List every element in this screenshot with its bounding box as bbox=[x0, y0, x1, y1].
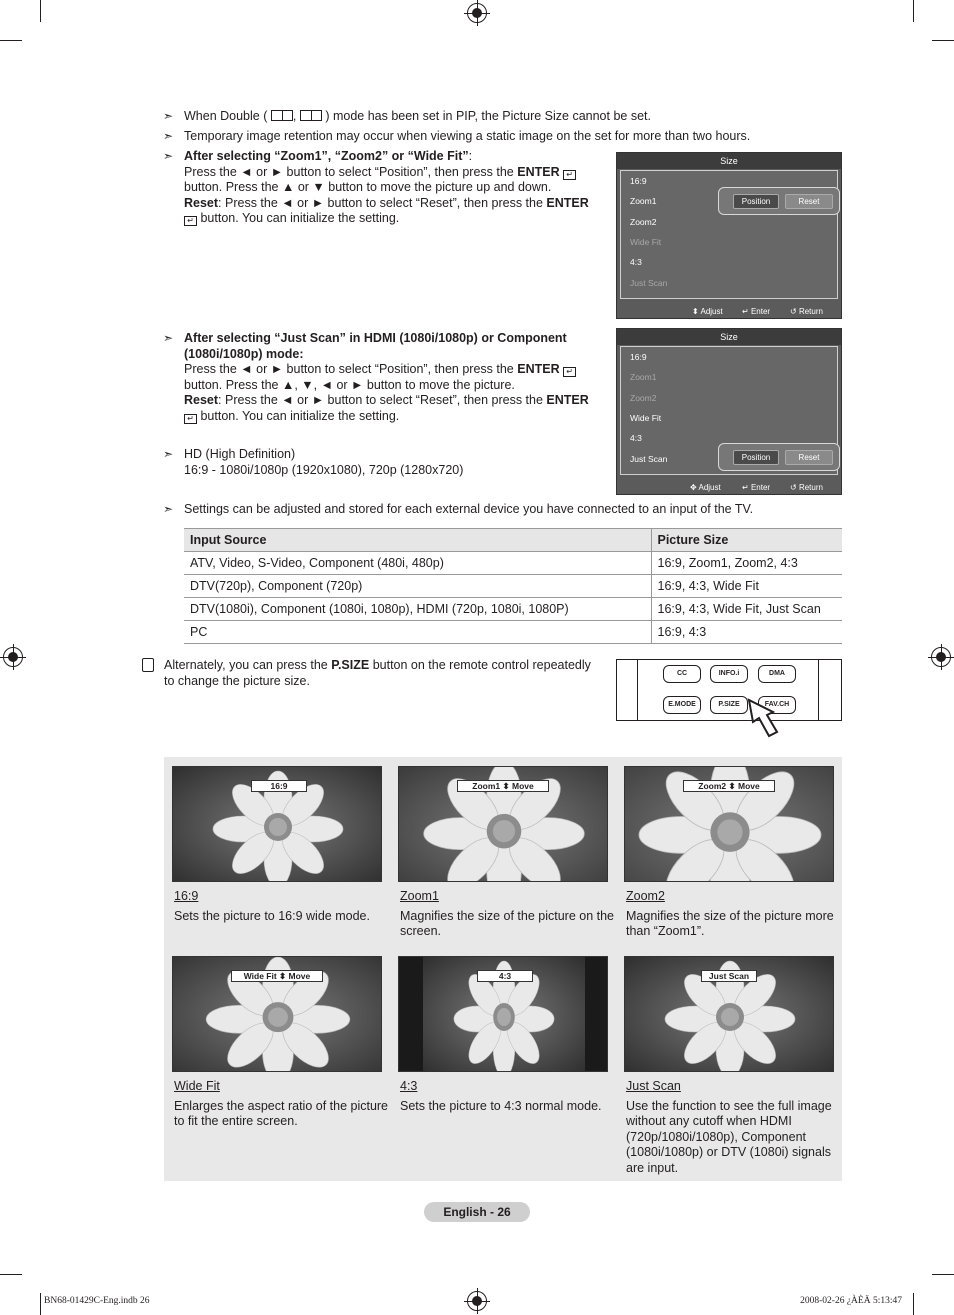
note-text: , bbox=[292, 109, 297, 123]
page-number-badge: English - 26 bbox=[424, 1202, 530, 1222]
mode-title: 4:3 bbox=[400, 1079, 418, 1093]
note-text: 16:9 - 1080i/1080p (1920x1080), 720p (1280x720) bbox=[184, 462, 464, 477]
mode-description: Enlarges the aspect ratio of the picture to fit the entire screen. bbox=[174, 1098, 389, 1128]
enter-key-label: ENTER bbox=[546, 195, 589, 210]
mode-title: 16:9 bbox=[174, 889, 199, 903]
table-cell: ATV, Video, S-Video, Component (480i, 480p) bbox=[184, 552, 651, 575]
enter-key-label: ENTER bbox=[546, 393, 589, 407]
enter-hint: ↵ Enter bbox=[742, 307, 771, 316]
enter-key-label: ENTER bbox=[517, 164, 560, 179]
crop-mark bbox=[40, 1293, 41, 1315]
table-cell: DTV(720p), Component (720p) bbox=[184, 575, 651, 598]
e-mode-button[interactable]: E.MODE bbox=[663, 696, 701, 714]
note-text: : bbox=[468, 149, 473, 163]
table-cell: DTV(1080i), Component (1080i, 1080p), HDMI (720p, 1080i, 1080P) bbox=[184, 598, 651, 621]
adjust-hint: ⬍ Adjust bbox=[692, 307, 723, 316]
crop-mark bbox=[932, 1274, 954, 1275]
menu-item-just-scan: Just Scan bbox=[630, 278, 668, 288]
note-text: button. You can initialize the setting. bbox=[200, 408, 400, 423]
note-arrow-icon: ➣ bbox=[163, 331, 174, 345]
crop-mark bbox=[932, 40, 954, 41]
menu-item-wide-fit: Wide Fit bbox=[630, 237, 662, 247]
table-row bbox=[184, 575, 842, 598]
thumb-zoom1 bbox=[398, 766, 608, 882]
caption-wide-fit bbox=[174, 1079, 392, 1130]
settings-note bbox=[163, 502, 753, 518]
note-arrow-icon: ➣ bbox=[163, 129, 174, 143]
retention-note bbox=[163, 129, 750, 145]
size-menu-just-scan bbox=[616, 328, 842, 495]
print-footer-right: 2008-02-26 ¿ÀÈÄ 5:13:47 bbox=[800, 1296, 902, 1306]
just-scan-note bbox=[163, 331, 608, 424]
mode-title: Just Scan bbox=[626, 1079, 681, 1093]
pip-double-icon bbox=[271, 110, 293, 121]
reset-button[interactable]: Reset bbox=[785, 194, 833, 209]
menu-item-zoom2: Zoom2 bbox=[630, 393, 657, 403]
zoom-note bbox=[163, 149, 608, 227]
mode-title: Wide Fit bbox=[174, 1079, 220, 1093]
enter-icon: ↵ bbox=[184, 216, 197, 226]
note-text: ) mode has been set in PIP, the Picture Size cannot be set. bbox=[325, 109, 651, 123]
menu-item-zoom1[interactable]: Zoom1 bbox=[630, 196, 657, 206]
enter-icon: ↵ bbox=[184, 414, 197, 424]
info-button[interactable]: INFO.i bbox=[710, 665, 748, 683]
return-hint: ↺ Return bbox=[790, 483, 823, 492]
note-arrow-icon: ➣ bbox=[163, 109, 174, 123]
osd-tag: Zoom1 ⬍ Move bbox=[457, 780, 549, 792]
menu-item-zoom2[interactable]: Zoom2 bbox=[630, 217, 657, 227]
note-arrow-icon: ➣ bbox=[163, 149, 174, 163]
pip-note bbox=[163, 109, 651, 125]
table-cell: 16:9, 4:3, Wide Fit, Just Scan bbox=[651, 598, 842, 621]
note-heading: After selecting “Zoom1”, “Zoom2” or “Wide Fit” bbox=[184, 149, 469, 163]
table-row bbox=[184, 552, 842, 575]
mode-description: Sets the picture to 4:3 normal mode. bbox=[400, 1098, 602, 1113]
note-hand-icon bbox=[142, 658, 154, 672]
position-button[interactable]: Position bbox=[733, 194, 779, 209]
note-text: : Press the ◄ or ► button to select “Reset”, then press the bbox=[218, 195, 543, 210]
note-heading: (1080i/1080p) mode: bbox=[184, 346, 304, 361]
reset-label: Reset bbox=[184, 393, 219, 407]
enter-hint: ↵ Enter bbox=[742, 483, 771, 492]
return-hint: ↺ Return bbox=[790, 307, 823, 316]
note-text: HD (High Definition) bbox=[184, 447, 296, 461]
note-text: to change the picture size. bbox=[164, 674, 310, 688]
note-text: Press the ◄ or ► button to select “Position”, then press the bbox=[184, 362, 514, 376]
menu-title: Size bbox=[617, 329, 841, 345]
enter-icon: ↵ bbox=[563, 170, 576, 180]
mode-description: Sets the picture to 16:9 wide mode. bbox=[174, 908, 370, 923]
remote-control-illustration bbox=[616, 659, 842, 721]
thumb-zoom2 bbox=[624, 766, 834, 882]
registration-mark-icon bbox=[3, 647, 23, 667]
note-text: button. Press the ▲ or ▼ button to move the picture up and down. bbox=[184, 180, 552, 194]
registration-mark-icon bbox=[931, 647, 951, 667]
menu-item-4-3[interactable]: 4:3 bbox=[630, 433, 642, 443]
pointer-arrow-icon bbox=[747, 698, 797, 738]
dma-button[interactable]: DMA bbox=[758, 665, 796, 683]
crop-mark bbox=[0, 1274, 22, 1275]
picture-size-table bbox=[184, 528, 842, 644]
osd-tag: Zoom2 ⬍ Move bbox=[683, 780, 775, 792]
osd-tag: Wide Fit ⬍ Move bbox=[231, 970, 323, 982]
menu-item-16-9[interactable]: 16:9 bbox=[630, 352, 647, 362]
registration-mark-icon bbox=[467, 1291, 487, 1311]
hd-note bbox=[163, 447, 463, 478]
thumb-16-9 bbox=[172, 766, 382, 882]
p-size-button[interactable]: P.SIZE bbox=[710, 696, 748, 714]
menu-item-zoom1: Zoom1 bbox=[630, 372, 657, 382]
table-cell: 16:9, 4:3, Wide Fit bbox=[651, 575, 842, 598]
position-reset-control bbox=[718, 443, 840, 471]
thumb-4-3 bbox=[398, 956, 608, 1072]
fav-ch-button[interactable]: FAV.CH bbox=[758, 696, 796, 714]
note-arrow-icon: ➣ bbox=[163, 502, 174, 516]
menu-body bbox=[620, 346, 838, 475]
menu-body bbox=[620, 170, 838, 299]
crop-mark bbox=[40, 0, 41, 22]
psize-key-label: P.SIZE bbox=[331, 658, 370, 672]
enter-key-label: ENTER bbox=[517, 362, 560, 376]
print-footer-left: BN68-01429C-Eng.indb 26 bbox=[44, 1296, 150, 1306]
crop-mark bbox=[913, 0, 914, 22]
note-text: Alternately, you can press the bbox=[164, 658, 328, 672]
table-header: Input Source bbox=[184, 529, 651, 552]
note-text: : Press the ◄ or ► button to select “Reset”, then press the bbox=[218, 393, 543, 407]
mode-description: Use the function to see the full image without any cutoff when HDMI (720p/1080i/1080p), Component (1080i/1080p) or DTV (1080i) signals are input. bbox=[626, 1098, 832, 1175]
size-menu-zoom bbox=[616, 152, 842, 319]
caption-4-3 bbox=[400, 1079, 618, 1114]
pip-double-icon bbox=[300, 110, 322, 121]
enter-icon: ↵ bbox=[563, 367, 576, 377]
note-heading: After selecting “Just Scan” in HDMI (1080i/1080p) or Component bbox=[184, 331, 567, 345]
menu-item-just-scan[interactable]: Just Scan bbox=[630, 454, 668, 464]
note-text: When Double ( bbox=[184, 109, 268, 123]
table-header: Picture Size bbox=[651, 529, 842, 552]
menu-item-16-9[interactable]: 16:9 bbox=[630, 176, 647, 186]
registration-mark-icon bbox=[467, 3, 487, 23]
note-text: Settings can be adjusted and stored for each external device you have connected to an input of the TV. bbox=[184, 502, 754, 516]
mode-title: Zoom2 bbox=[626, 889, 665, 903]
menu-item-wide-fit[interactable]: Wide Fit bbox=[630, 413, 662, 423]
adjust-hint: ✥ Adjust bbox=[690, 483, 721, 492]
osd-tag: Just Scan bbox=[701, 970, 757, 982]
menu-item-4-3[interactable]: 4:3 bbox=[630, 257, 642, 267]
table-header-row bbox=[184, 529, 842, 552]
caption-16-9 bbox=[174, 889, 392, 924]
reset-button[interactable]: Reset bbox=[785, 450, 833, 465]
osd-tag: 4:3 bbox=[477, 970, 533, 982]
crop-mark bbox=[0, 40, 22, 41]
table-row bbox=[184, 621, 842, 644]
note-text: button. You can initialize the setting. bbox=[200, 211, 400, 225]
note-arrow-icon: ➣ bbox=[163, 447, 174, 461]
table-cell: PC bbox=[184, 621, 651, 644]
thumb-wide-fit bbox=[172, 956, 382, 1072]
table-cell: 16:9, Zoom1, Zoom2, 4:3 bbox=[651, 552, 842, 575]
note-text: button. Press the ▲, ▼, ◄ or ► button to move the picture. bbox=[184, 377, 515, 392]
thumb-just-scan bbox=[624, 956, 834, 1072]
table-cell: 16:9, 4:3 bbox=[651, 621, 842, 644]
osd-tag: 16:9 bbox=[251, 780, 307, 792]
reset-label: Reset bbox=[184, 195, 219, 210]
picture-size-gallery bbox=[164, 757, 842, 1181]
cc-button[interactable]: CC bbox=[663, 665, 701, 683]
note-text: Temporary image retention may occur when viewing a static image on the set for more than two hours. bbox=[184, 129, 751, 143]
caption-zoom2 bbox=[626, 889, 844, 940]
mode-description: Magnifies the size of the picture more than “Zoom1”. bbox=[626, 908, 834, 938]
note-text: Press the ◄ or ► button to select “Position”, then press the bbox=[184, 164, 514, 179]
psize-note bbox=[164, 657, 591, 689]
menu-title: Size bbox=[617, 153, 841, 169]
position-button[interactable]: Position bbox=[733, 450, 779, 465]
table-row bbox=[184, 598, 842, 621]
caption-just-scan bbox=[626, 1079, 840, 1176]
position-reset-control bbox=[718, 187, 840, 215]
crop-mark bbox=[913, 1293, 914, 1315]
mode-description: Magnifies the size of the picture on the screen. bbox=[400, 908, 615, 938]
mode-title: Zoom1 bbox=[400, 889, 439, 903]
note-text: button on the remote control repeatedly bbox=[372, 658, 591, 672]
caption-zoom1 bbox=[400, 889, 618, 940]
